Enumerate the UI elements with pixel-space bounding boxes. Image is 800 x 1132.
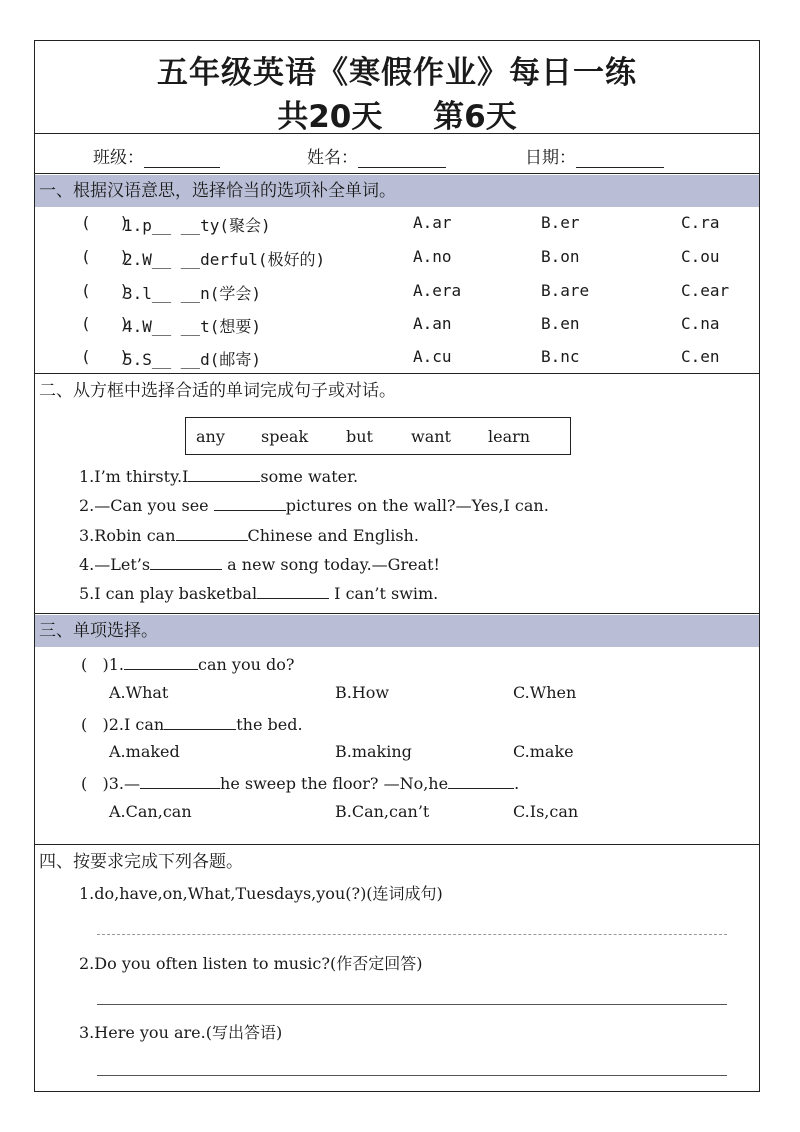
sentence-text: 3.Robin can bbox=[79, 526, 176, 545]
sentence-text: 1.I’m thirsty.I bbox=[79, 467, 189, 486]
option-b: B.on bbox=[541, 247, 580, 266]
section3-heading: 三、单项选择。 bbox=[35, 615, 759, 647]
sentence-text: Chinese and English. bbox=[247, 526, 419, 545]
question-text: 5.S__ __d(邮寄) bbox=[123, 350, 261, 369]
name-field[interactable] bbox=[307, 143, 446, 168]
section1-heading: 一、根据汉语意思，选择恰当的选项补全单词。 bbox=[35, 175, 759, 207]
answer-line[interactable] bbox=[97, 1004, 727, 1005]
section4-heading: 四、按要求完成下列各题。 bbox=[39, 852, 243, 872]
word-bank-item: learn bbox=[488, 427, 531, 446]
answer-paren[interactable]: ( ) bbox=[81, 314, 130, 333]
answer-blank[interactable] bbox=[150, 553, 222, 570]
option-b: B.nc bbox=[541, 347, 580, 366]
sentence-text: 2.—Can you see bbox=[79, 496, 214, 515]
task-prompt: 1.do,have,on,What,Tuesdays,you(?)(连词成句) bbox=[79, 884, 443, 903]
section-divider bbox=[35, 844, 759, 845]
answer-paren[interactable]: ( ) bbox=[81, 655, 109, 674]
answer-paren[interactable]: ( ) bbox=[81, 347, 130, 366]
sentence-text: some water. bbox=[260, 467, 359, 486]
answer-paren[interactable]: ( ) bbox=[81, 774, 109, 793]
question-text: 2.W__ __derful(极好的) bbox=[123, 250, 326, 269]
option-a: A.ar bbox=[413, 213, 452, 232]
answer-blank[interactable] bbox=[257, 582, 329, 599]
answer-blank[interactable] bbox=[448, 772, 514, 789]
option-a: A.cu bbox=[413, 347, 452, 366]
option-b: B.making bbox=[335, 742, 412, 761]
worksheet-subtitle bbox=[35, 91, 759, 136]
word-bank-item: but bbox=[346, 427, 373, 446]
option-c: C.ou bbox=[681, 247, 720, 266]
answer-blank[interactable] bbox=[188, 465, 260, 482]
option-a: A.era bbox=[413, 281, 462, 300]
option-b: B.er bbox=[541, 213, 580, 232]
word-bank-box bbox=[185, 417, 571, 455]
sentence-text: a new song today.—Great! bbox=[222, 555, 440, 574]
sentence-text: 5.I can play basketbal bbox=[79, 584, 258, 603]
answer-blank[interactable] bbox=[140, 772, 220, 789]
answer-paren[interactable]: ( ) bbox=[81, 247, 130, 266]
mcq-question bbox=[81, 713, 303, 734]
option-a: A.maked bbox=[109, 742, 180, 761]
section-divider bbox=[35, 373, 759, 374]
sentence-text: I can’t swim. bbox=[329, 584, 439, 603]
option-c: C.ear bbox=[681, 281, 730, 300]
date-blank[interactable] bbox=[576, 149, 664, 168]
class-blank[interactable] bbox=[144, 149, 220, 168]
total-days: 共20天 bbox=[277, 99, 383, 135]
word-bank-item: any bbox=[196, 427, 225, 446]
date-label: 日期： bbox=[525, 148, 576, 168]
option-c: C.en bbox=[681, 347, 720, 366]
worksheet-title: 五年级英语《寒假作业》每日一练 bbox=[157, 55, 637, 91]
sentence bbox=[79, 582, 438, 603]
option-a: A.What bbox=[109, 683, 169, 702]
student-info-row bbox=[35, 133, 759, 174]
option-a: A.no bbox=[413, 247, 452, 266]
option-c: C.Is,can bbox=[513, 802, 579, 821]
answer-line[interactable] bbox=[97, 1075, 727, 1076]
question-text: can you do? bbox=[198, 655, 295, 674]
answer-blank[interactable] bbox=[124, 653, 198, 670]
option-c: C.make bbox=[513, 742, 574, 761]
mcq-question bbox=[81, 772, 519, 793]
name-label: 姓名： bbox=[307, 148, 358, 168]
question-text: 3.— bbox=[108, 774, 141, 793]
sentence bbox=[79, 494, 549, 515]
option-a: A.Can,can bbox=[109, 802, 192, 821]
question-text: 2.I can bbox=[108, 715, 165, 734]
question-text: . bbox=[514, 774, 520, 793]
question-text: 1.p__ __ty(聚会) bbox=[123, 216, 271, 235]
answer-blank[interactable] bbox=[214, 494, 286, 511]
question-text: 3.l__ __n(学会) bbox=[123, 284, 261, 303]
task-prompt: 2.Do you often listen to music?(作否定回答) bbox=[79, 954, 423, 973]
section2-heading: 二、从方框中选择合适的单词完成句子或对话。 bbox=[39, 381, 396, 401]
question-text: 4.W__ __t(想要) bbox=[123, 317, 261, 336]
class-field[interactable] bbox=[93, 143, 220, 168]
mcq-question bbox=[81, 653, 294, 674]
task-prompt: 3.Here you are.(写出答语) bbox=[79, 1023, 283, 1042]
day-number: 第6天 bbox=[433, 99, 517, 135]
sentence-text: pictures on the wall?—Yes,I can. bbox=[285, 496, 549, 515]
date-field[interactable] bbox=[525, 143, 664, 168]
sentence bbox=[79, 524, 419, 545]
question-text: 1. bbox=[108, 655, 125, 674]
section-divider bbox=[35, 613, 759, 614]
worksheet bbox=[34, 40, 760, 1092]
word-bank-item: want bbox=[411, 427, 451, 446]
option-c: C.ra bbox=[681, 213, 720, 232]
option-c: C.na bbox=[681, 314, 720, 333]
sentence bbox=[79, 465, 358, 486]
option-b: B.Can,can’t bbox=[335, 802, 430, 821]
option-c: C.When bbox=[513, 683, 577, 702]
sentence bbox=[79, 553, 440, 574]
title-block bbox=[35, 41, 759, 134]
answer-blank[interactable] bbox=[176, 524, 248, 541]
answer-paren[interactable]: ( ) bbox=[81, 715, 109, 734]
name-blank[interactable] bbox=[358, 149, 446, 168]
answer-paren[interactable]: ( ) bbox=[81, 281, 130, 300]
option-b: B.en bbox=[541, 314, 580, 333]
class-label: 班级： bbox=[93, 148, 144, 168]
option-b: B.are bbox=[541, 281, 590, 300]
option-b: B.How bbox=[335, 683, 390, 702]
question-text: he sweep the floor? —No,he bbox=[220, 774, 449, 793]
answer-line[interactable] bbox=[97, 934, 727, 935]
answer-blank[interactable] bbox=[164, 713, 236, 730]
option-a: A.an bbox=[413, 314, 452, 333]
sentence-text: 4.—Let’s bbox=[79, 555, 151, 574]
word-bank-item: speak bbox=[261, 427, 309, 446]
answer-paren[interactable]: ( ) bbox=[81, 213, 130, 232]
question-text: the bed. bbox=[236, 715, 303, 734]
